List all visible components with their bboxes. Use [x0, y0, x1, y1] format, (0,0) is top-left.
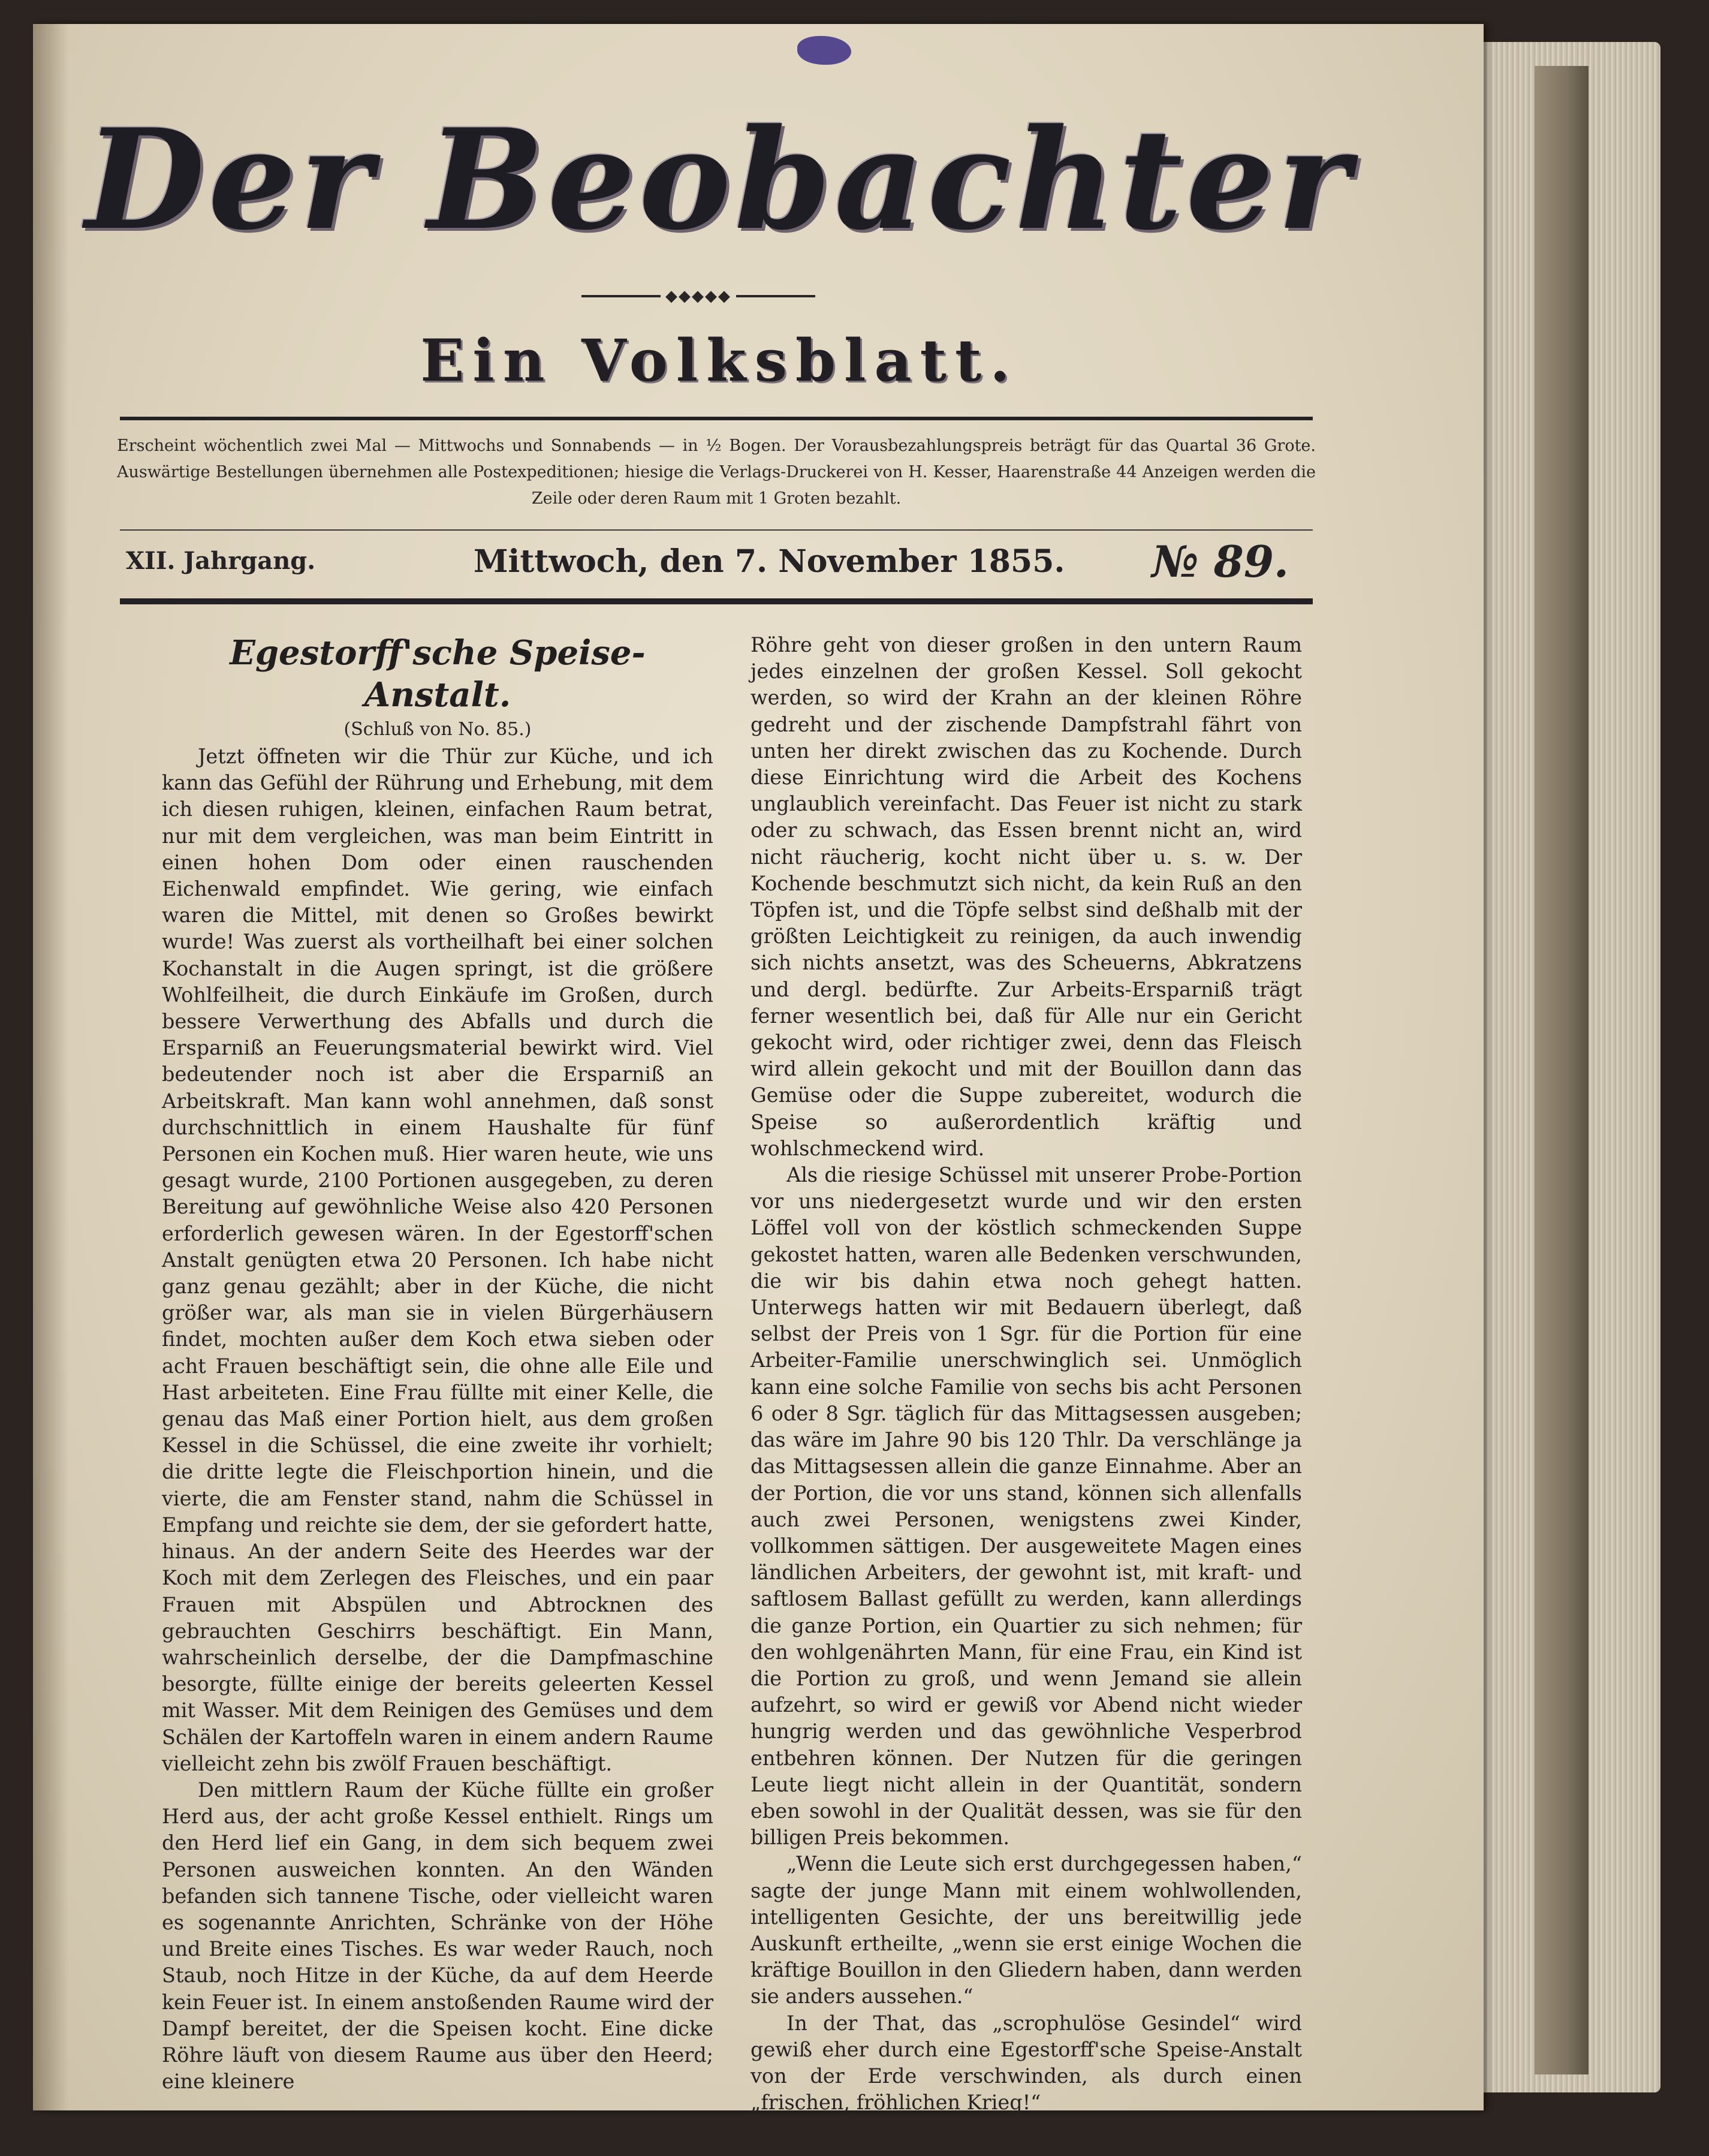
article-title: Egestorff'sche Speise-Anstalt. — [230, 633, 646, 715]
title-ornament — [581, 289, 815, 303]
issue-date: Mittwoch, den 7. November 1855. — [474, 543, 1065, 580]
ornament-line-left — [581, 295, 661, 297]
publication-info: Erscheint wöchentlich zwei Mal — Mittwochs und Sonnabends — in ½ Bogen. Der Vorausbezahlungspreis beträgt für das Quartal 36 Grote. Auswärtige Bestellungen übernehmen alle Postexpeditionen; hiesige die Verlags-Druckerei von H. Kesser, Haarenstraße 44 Anzeigen werden die Zeile oder deren Raum mit 1 Groten bezahlt. — [117, 436, 1316, 508]
column-left — [162, 632, 713, 2095]
article-note: (Schluß von No. 85.) — [343, 719, 532, 740]
header-rule-middle — [120, 529, 1313, 531]
article-paragraph: Röhre geht von dieser großen in den untern Raum jedes einzelnen der großen Kessel. Soll gekocht werden, so wird der Krahn an der kleinen Röhre gedreht und der zischende Dampfstrahl fährt von unten her direkt zwischen das zu Kochende. Durch diese Einrichtung wird die Arbeit des Kochens unglaublich vereinfacht. Das Feuer ist nicht zu stark oder zu schwach, das Essen brennt nicht an, wird nicht räucherig, kocht nicht über u. s. w. Der Kochende beschmutzt sich nicht, da kein Ruß an den Töpfen ist, und die Töpfe selbst sind deßhalb mit der größten Leichtigkeit zu reinigen, da auch inwendig sich nichts ansetzt, was des Scheuerns, Abkratzens und dergl. bedürfte. Zur Arbeits-Ersparniß trägt ferner wesentlich bei, daß für Alle nur ein Gericht gekocht wird, oder richtiger zwei, denn das Fleisch wird allein gekocht und mit der Bouillon dann das Gemüse oder die Suppe zubereitet, wodurch die Speise so außerordentlich kräftig und wohlschmeckend wird. — [750, 633, 1302, 1160]
ornament-diamonds: ◆◆◆◆◆ — [665, 287, 731, 305]
column-right — [750, 632, 1302, 2116]
masthead-subtitle: Ein Volksblatt. — [420, 327, 1018, 395]
header-rule-top — [120, 417, 1313, 420]
article-paragraph: Jetzt öffneten wir die Thür zur Küche, und ich kann das Gefühl der Rührung und Erhebung, mit dem ich diesen ruhigen, kleinen, einfachen Raum betrat, nur mit dem vergleichen, was man beim Eintritt in einen hohen Dom oder einen rauschenden Eichenwald empfindet. Wie gering, wie einfach waren die Mittel, mit denen so Großes bewirkt wurde! Was zuerst als vortheilhaft bei einer solchen Kochanstalt in die Augen springt, ist die größere Wohlfeilheit, die durch Einkäufe im Großen, durch bessere Verwerthung des Abfalls und durch die Ersparniß an Feuerungsmaterial bewirkt wird. Viel bedeutender noch ist aber die Ersparniß an Arbeitskraft. Man kann wohl annehmen, daß sonst durchschnittlich in einem Haushalte für fünf Personen ein Kochen muß. Hier waren heute, wie uns gesagt wurde, 2100 Portionen ausgegeben, zu deren Bereitung auf gewöhnliche Weise also 420 Personen erforderlich gewesen wären. In der Egestorff'schen Anstalt genügten etwa 20 Personen. Ich habe nicht ganz genau gezählt; aber in der Küche, die nicht größer war, als man sie in vielen Bürgerhäusern findet, mochten außer dem Koch etwa sieben oder acht Frauen beschäftigt sein, die ohne alle Eile und Hast arbeiteten. Eine Frau füllte mit einer Kelle, die genau das Maß einer Portion hielt, aus dem großen Kessel in die Schüssel, die eine zweite ihr vorhielt; die dritte legte die Fleischportion hinein, und die vierte, die am Fenster stand, nahm die Schüssel in Empfang und reichte sie dem, der sie gefordert hatte, hinaus. An der andern Seite des Heerdes war der Koch mit dem Zerlegen des Fleisches, und ein paar Frauen mit Abspülen und Abtrocknen des gebrauchten Geschirrs beschäftigt. Ein Mann, wahrscheinlich derselbe, der die Dampfmaschine besorgte, füllte einige der bereits geleerten Kessel mit Wasser. Mit dem Reinigen des Gemüses und dem Schälen der Kartoffeln waren in einem andern Raume vielleicht zehn bis zwölf Frauen beschäftigt. — [162, 745, 713, 1775]
article-paragraph: „Wenn die Leute sich erst durchgegessen haben,“ sagte der junge Mann mit einem wohlwollenden, intelligenten Gesichte, der uns bereitwillig jede Auskunft ertheilte, „wenn sie erst einige Wochen die kräftige Bouillon in den Gliedern haben, dann werden sie anders aussehen.“ — [750, 1852, 1302, 2009]
book-spine-edge — [1535, 66, 1589, 2074]
article-paragraph: Den mittlern Raum der Küche füllte ein großer Herd aus, der acht große Kessel enthielt. Rings um den Herd lief ein Gang, in dem sich bequem zwei Personen ausweichen konnten. An den Wänden befanden sich tannene Tische, oder vielleicht waren es sogenannte Anrichten, Schränke von der Höhe und Breite eines Tisches. Es war weder Rauch, noch Staub, noch Hitze in der Küche, da auf dem Heerde kein Feuer ist. In einem anstoßenden Raume wird der Dampf bereitet, der die Speisen kocht. Eine dicke Röhre läuft von diesem Raume aus über den Heerd; eine kleinere — [162, 1778, 713, 2094]
volume-label: XII. Jahrgang. — [126, 547, 316, 575]
masthead-title: Der Beobachter — [85, 99, 1354, 261]
article-paragraph: In der That, das „scrophulöse Gesindel“ wird gewiß eher durch eine Egestorff'sche Speise-Anstalt von der Erde verschwinden, als durch einen „frischen, fröhlichen Krieg!“ — [750, 2011, 1302, 2115]
page-gutter-shadow — [33, 24, 69, 2110]
header-rule-bottom — [120, 598, 1313, 604]
ornament-line-right — [736, 295, 815, 297]
issue-number: № 89. — [1152, 536, 1289, 587]
dateline — [120, 538, 1313, 586]
article-paragraph: Als die riesige Schüssel mit unserer Probe-Portion vor uns niedergesetzt wurde und wir den ersten Löffel voll von der köstlich schmeckenden Suppe gekostet hatten, waren alle Bedenken verschwunden, die wir bis dahin etwa noch gehegt hatten. Unterwegs hatten wir mit Bedauern überlegt, daß selbst der Preis von 1 Sgr. für die Portion für eine Arbeiter-Familie unerschwinglich sei. Unmöglich kann eine solche Familie von sechs bis acht Personen 6 oder 8 Sgr. täglich für das Mittagsessen ausgeben; das wäre im Jahre 90 bis 120 Thlr. Da verschlänge ja das Mittagsessen allein die ganze Einnahme. Aber an der Portion, die vor uns stand, können sich allenfalls auch zwei Personen, wenigstens zwei Kinder, vollkommen sättigen. Der ausgeweitete Magen eines ländlichen Arbeiters, der gewohnt ist, mit kraft- und saftlosem Ballast gefüllt zu werden, kann allerdings die ganze Portion, ein Quartier zu sich nehmen; für den wohlgenährten Mann, für eine Frau, ein Kind ist die Portion zu groß, und wenn Jemand sie allein aufzehrt, so wird er gewiß vor Abend nicht wieder hungrig werden und das gewöhnliche Vesperbrod entbehren können. Der Nutzen für die geringen Leute liegt nicht allein in der Quantität, sondern eben sowohl in der Qualität dessen, was sie für den billigen Preis bekommen. — [750, 1163, 1302, 1850]
